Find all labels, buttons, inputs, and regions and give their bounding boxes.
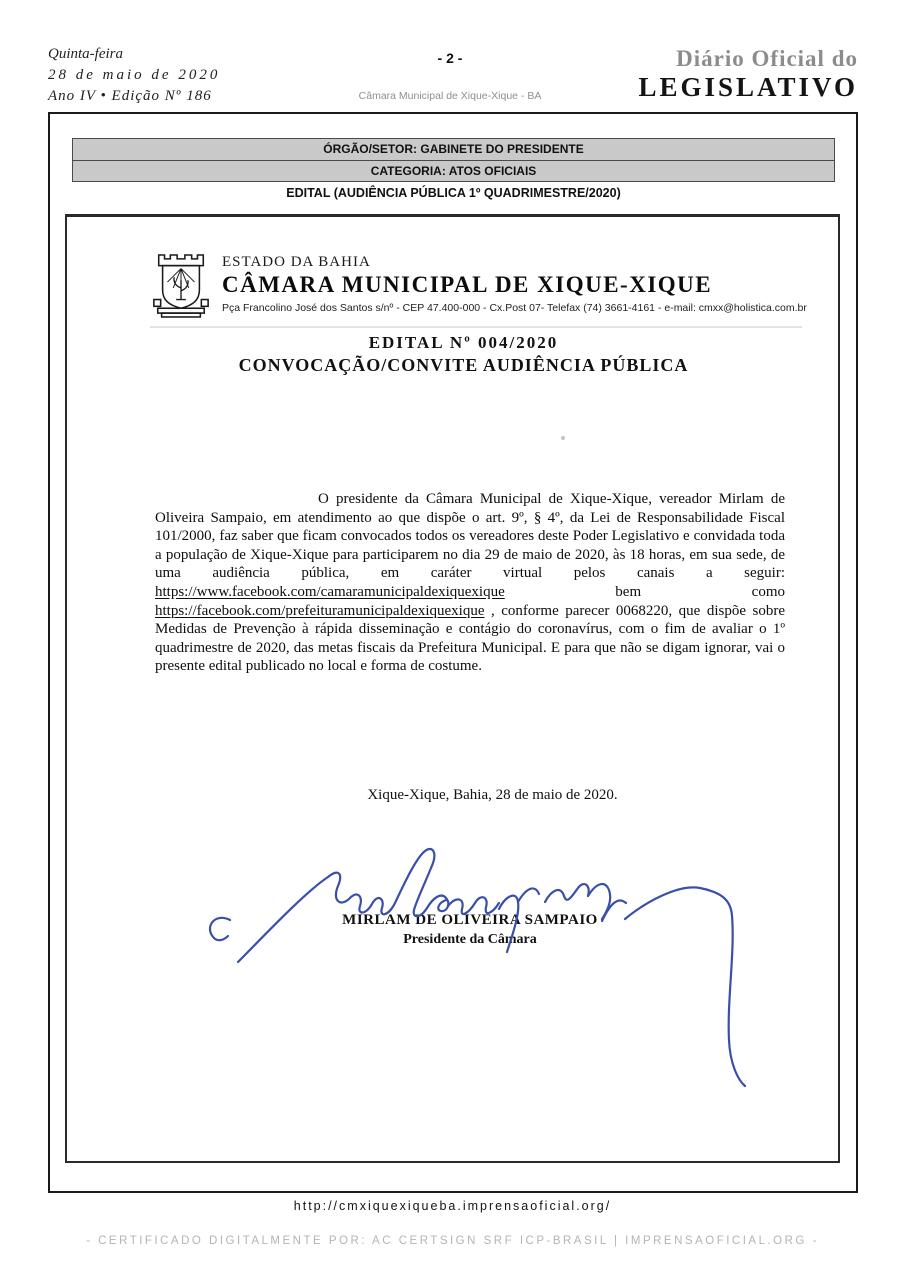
document-title-line: EDITAL (AUDIÊNCIA PÚBLICA 1º QUADRIMESTRE/2020): [286, 186, 621, 200]
body-text-3: , conforme parecer 0068220, que dispõe sobre Medidas de Prevenção à rápida disseminação e contágio do coronavírus, com o fim de avaliar o 1º quadrimestre de 2020, das metas fiscais da Prefeitura Municipal. E para que não se digam ignorar, vai o presente edital publicado no local e forma de costume.: [155, 602, 785, 675]
header-entity: Câmara Municipal de Xique-Xique - BA: [358, 90, 542, 102]
header-weekday: Quinta-feira: [48, 46, 123, 62]
section-bars: [72, 138, 835, 182]
signer-name: MIRLAM DE OLIVEIRA SAMPAIO: [342, 912, 598, 928]
header-date: 28 de maio de 2020: [48, 67, 221, 83]
letterhead-text: [222, 250, 807, 314]
footer-site-url: http://cmxiquexiqueba.imprensaoficial.org/: [293, 1199, 612, 1213]
letterhead-state: ESTADO DA BAHIA: [222, 254, 371, 270]
edital-subject: CONVOCAÇÃO/CONVITE AUDIÊNCIA PÚBLICA: [238, 355, 689, 375]
coat-of-arms-icon: [150, 250, 212, 320]
header-center-block: [310, 50, 590, 102]
masthead: [638, 46, 858, 102]
footer-certification: - CERTIFICADO DIGITALMENTE POR: AC CERTSIGN SRF ICP-BRASIL | IMPRENSAOFICIAL.ORG -: [86, 1235, 819, 1247]
edital-title: [65, 332, 840, 377]
letterhead-address: Pça Francolino José dos Santos s/nº - CEP 47.400-000 - Cx.Post 07- Telefax (74) 3661-4161 - e-mail: cmxx@holistica.com.br: [222, 302, 807, 314]
category-bar: CATEGORIA: ATOS OFICIAIS: [73, 160, 834, 181]
letterhead: [150, 250, 807, 320]
header-date-block: [48, 44, 220, 107]
edital-body: [155, 490, 785, 676]
signer-title: Presidente da Câmara: [403, 932, 537, 947]
facebook-link-prefeitura[interactable]: https://facebook.com/prefeituramunicipaldexiquexique: [155, 602, 485, 619]
page-number: - 2 -: [437, 50, 463, 66]
scan-artifact-dot: [561, 436, 565, 440]
body-text-1: O presidente da Câmara Municipal de Xique-Xique, vereador Mirlam de Oliveira Sampaio, em atendimento ao que dispõe o art. 9º, § 4º, da Lei de Responsabilidade Fiscal 101/2000, faz saber que ficam convocados todos os vereadores deste Poder Legislativo e convidada toda a população de Xique-Xique para participarem no dia 29 de maio de 2020, às 18 horas, em sua sede, de uma audiência pública, em caráter virtual pelos canais a seguir:: [155, 491, 785, 582]
masthead-line1: Diário Oficial do: [676, 46, 858, 71]
masthead-line2: LEGISLATIVO: [638, 72, 858, 102]
header-edition: Ano IV • Edição Nº 186: [48, 88, 212, 104]
letterhead-divider: [150, 326, 802, 328]
facebook-link-camara[interactable]: https://www.facebook.com/camaramunicipaldexiquexique: [155, 583, 505, 600]
letterhead-institution: CÂMARA MUNICIPAL DE XIQUE-XIQUE: [222, 272, 713, 297]
organ-bar: ÓRGÃO/SETOR: GABINETE DO PRESIDENTE: [73, 139, 834, 160]
edital-number: EDITAL Nº 004/2020: [368, 333, 559, 352]
signature-block: [155, 910, 785, 949]
place-date-line: Xique-Xique, Bahia, 28 de maio de 2020.: [367, 787, 618, 803]
body-text-2: bem como: [504, 583, 785, 600]
